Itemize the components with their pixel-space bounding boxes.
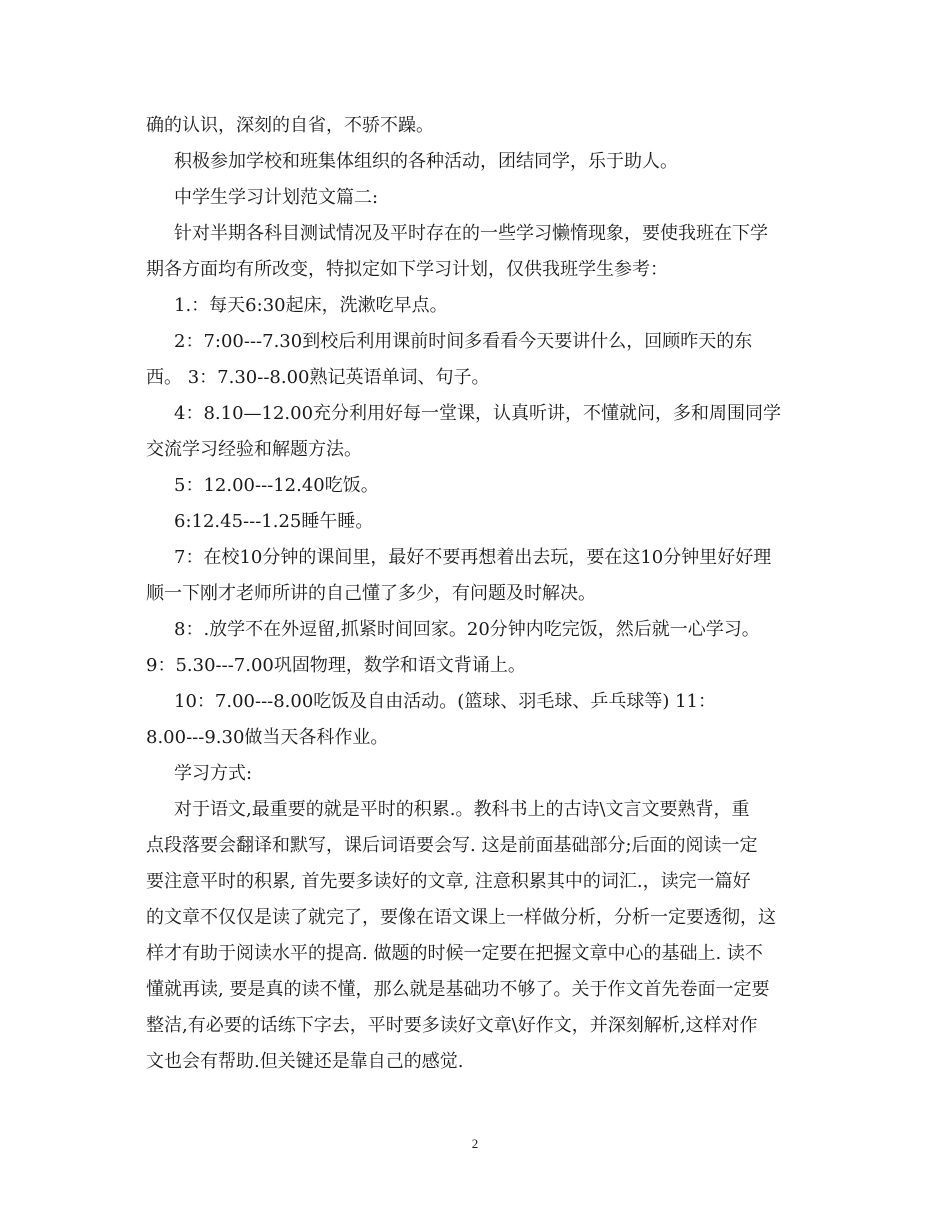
text-line: 对于语文,最重要的就是平时的积累.。教科书上的古诗\文言文要熟背，重 [174,799,750,820]
schedule-item: 8：.放学不在外逗留,抓紧时间回家。20分钟内吃完饭，然后就一心学习。 [174,619,760,640]
text-line: 要注意平时的积累, 首先要多读好的文章, 注意积累其中的词汇.，读完一篇好 [146,871,751,892]
text-line: 点段落要会翻译和默写，课后词语要会写. 这是前面基础部分;后面的阅读一定 [146,835,758,856]
schedule-item: 9：5.30---7.00巩固物理，数学和语文背诵上。 [146,655,526,676]
schedule-item: 4：8.10—12.00充分利用好每一堂课，认真听讲，不懂就问，多和周围同学 [174,403,782,424]
text-line: 期各方面均有所改变，特拟定如下学习计划，仅供我班学生参考： [146,259,668,280]
schedule-item: 8.00---9.30做当天各科作业。 [146,727,389,748]
schedule-item: 6:12.45---1.25睡午睡。 [174,511,374,532]
text-line: 样才有助于阅读水平的提高. 做题的时候一定要在把握文章中心的基础上. 读不 [146,943,763,964]
schedule-item: 7：在校10分钟的课间里，最好不要再想着出去玩，要在这10分钟里好好理 [174,547,772,568]
schedule-item: 1.：每天6:30起床，洗漱吃早点。 [174,295,448,316]
schedule-item: 5：12.00---12.40吃饭。 [174,475,379,496]
page-number: 2 [471,1136,479,1151]
text-line: 确的认识，深刻的自省，不骄不躁。 [146,115,434,136]
schedule-item: 交流学习经验和解题方法。 [146,439,362,460]
schedule-item: 西。 3：7.30--8.00熟记英语单词、句子。 [146,367,490,388]
schedule-item: 10：7.00---8.00吃饭及自由活动。(篮球、羽毛球、乒乓球等) 11： [174,691,716,712]
text-line: 文也会有帮助.但关键还是靠自己的感觉. [146,1051,464,1072]
section-heading: 学习方式: [174,763,253,784]
text-line: 懂就再读, 要是真的读不懂，那么就是基础功不够了。关于作文首先卷面一定要 [146,979,770,1000]
text-line: 积极参加学校和班集体组织的各种活动，团结同学，乐于助人。 [174,151,678,172]
document-body [146,108,806,1080]
section-heading: 中学生学习计划范文篇二: [174,187,379,208]
text-line: 整洁,有必要的话练下字去，平时要多读好文章\好作文，并深刻解析,这样对作 [146,1015,758,1036]
text-line: 的文章不仅仅是读了就完了，要像在语文课上一样做分析，分析一定要透彻，这 [146,907,776,928]
schedule-item: 顺一下刚才老师所讲的自己懂了多少，有问题及时解决。 [146,583,596,604]
text-line: 针对半期各科目测试情况及平时存在的一些学习懒惰现象，要使我班在下学 [174,223,768,244]
schedule-item: 2：7:00---7.30到校后利用课前时间多看看今天要讲什么，回顾昨天的东 [174,331,753,352]
